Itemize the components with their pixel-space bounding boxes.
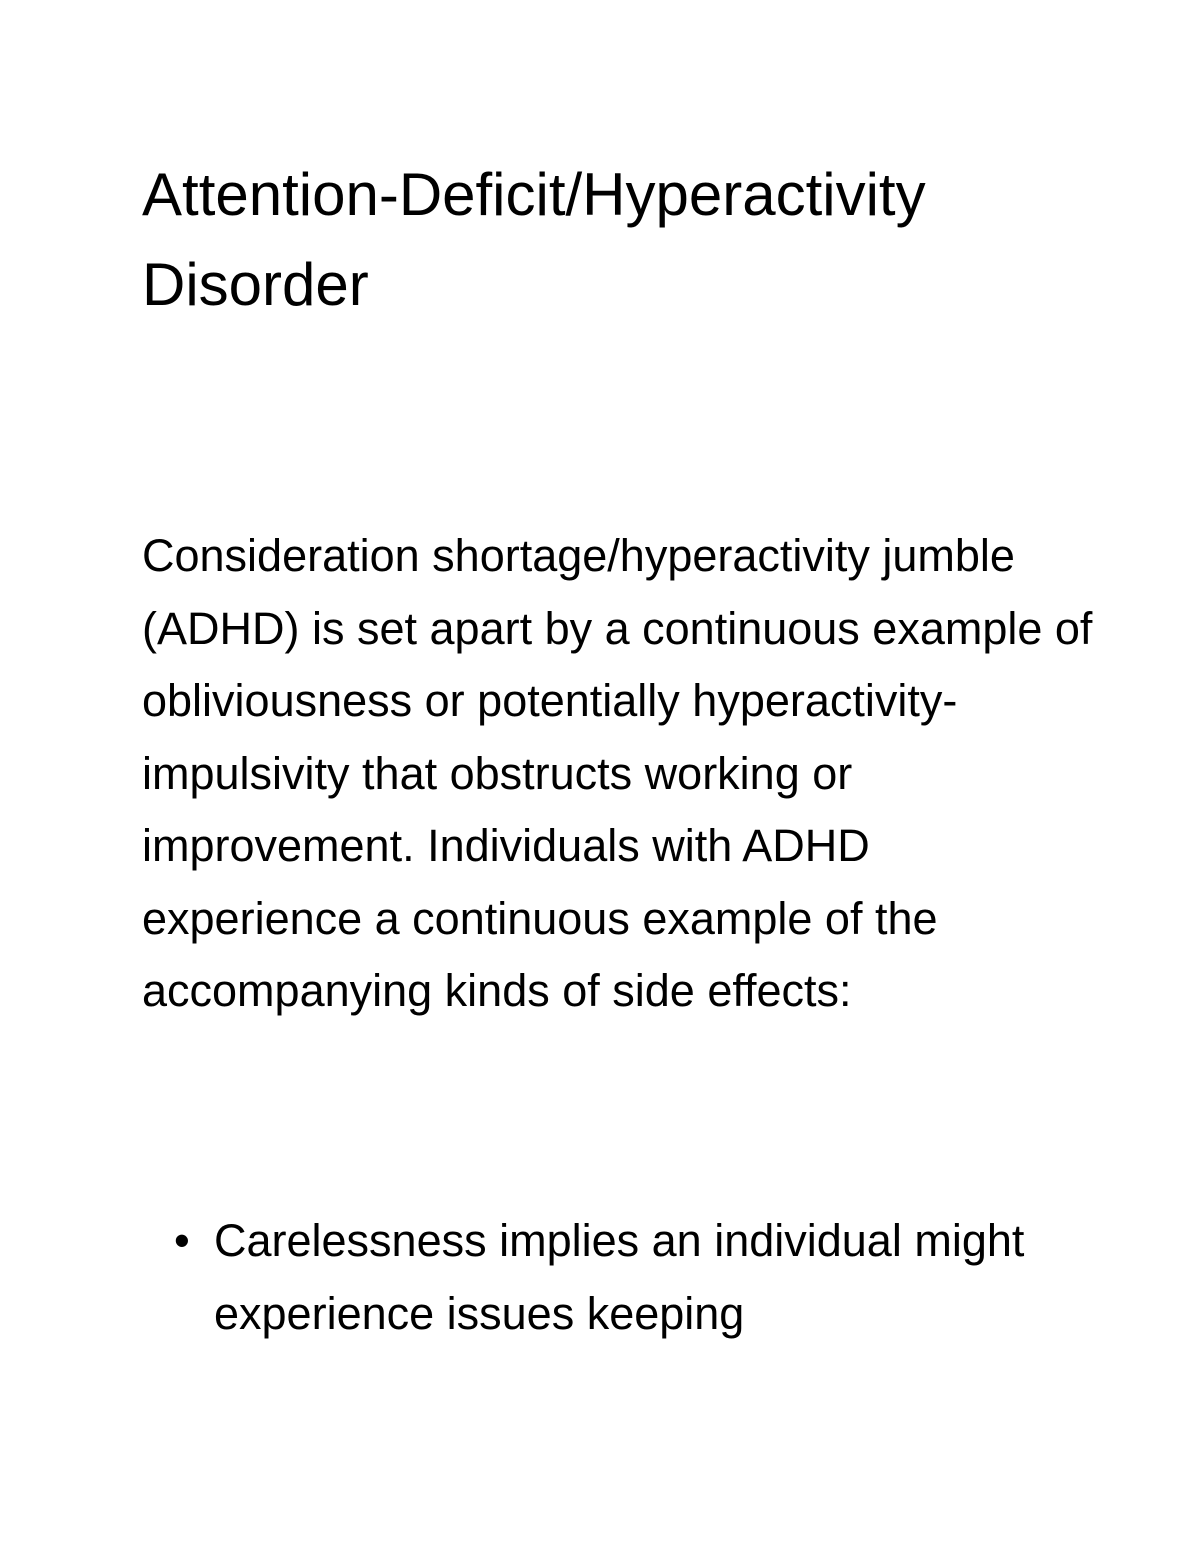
document-title: Attention-Deficit/Hyperactivity Disorder [142, 161, 926, 318]
list-item [142, 1205, 1102, 1350]
list-item-text: Carelessness implies an individual might experience issues keeping [214, 1215, 1025, 1339]
bullet-list [142, 1205, 1102, 1350]
bullet-icon: • [174, 1215, 190, 1266]
body-paragraph: Consideration shortage/hyperactivity jumble (ADHD) is set apart by a continuous example of obliviousness or potentially hyperactivity-impulsivity that obstructs working or improvement. Individuals with ADHD experience a continuous example of the accompanying kinds of side effects: [142, 530, 1093, 1016]
